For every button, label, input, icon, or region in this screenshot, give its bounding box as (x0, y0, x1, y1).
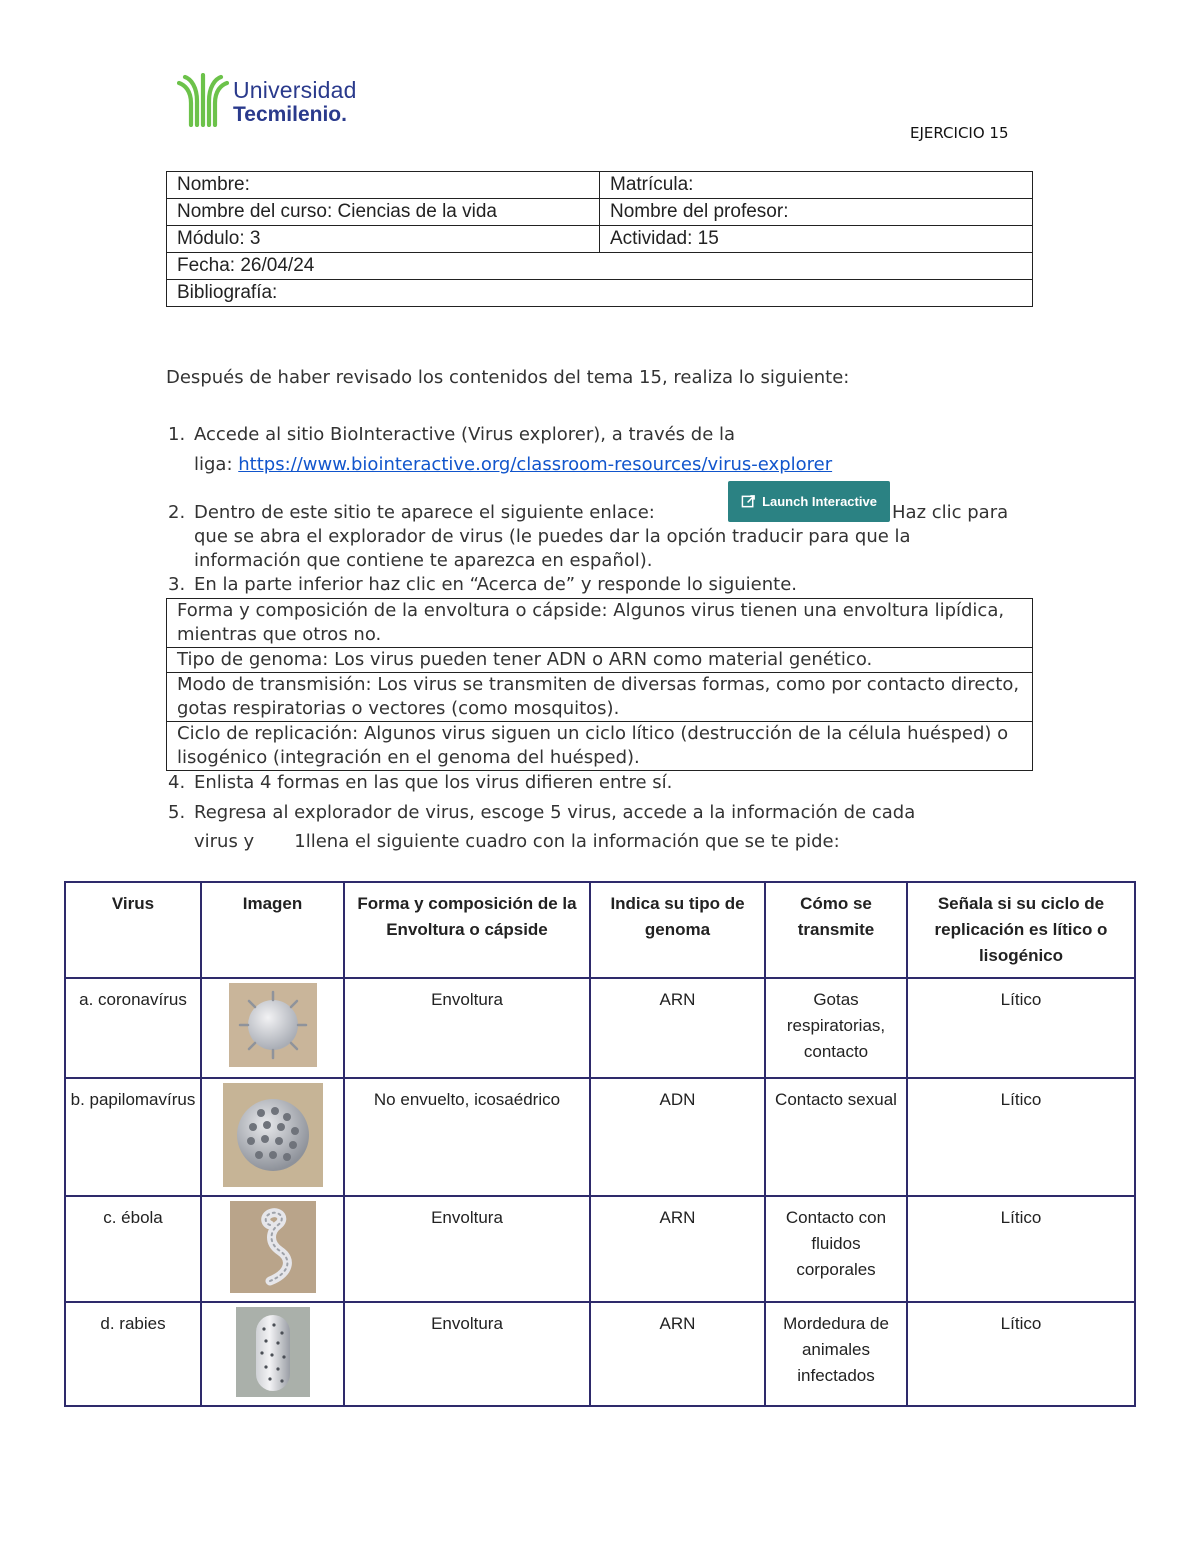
intro-text: Después de haber revisado los contenidos del tema 15, realiza lo siguiente: (166, 367, 850, 388)
item5-line1: Regresa al explorador de virus, escoge 5 virus, accede a la información de cada (194, 802, 916, 823)
item5-line2: virus y 1llena el siguiente cuadro con la información que se te pide: (194, 831, 840, 852)
header-forma: Forma y composición de la Envoltura o cápside (344, 882, 590, 978)
virus-name: a. coronavírus (65, 978, 201, 1078)
virus-image-cell (201, 978, 344, 1078)
modulo-field[interactable]: Módulo: 3 (167, 226, 600, 253)
item2-line2: que se abra el explorador de virus (le puedes dar la opción traducir para que la (194, 526, 911, 547)
virus-genoma: ADN (590, 1078, 765, 1196)
table-row (167, 599, 1033, 648)
header-transmision: Cómo se transmite (765, 882, 907, 978)
virus-transmision: Mordedura de animales infectados (765, 1302, 907, 1406)
virus-table (64, 881, 1136, 1407)
table-row (167, 648, 1033, 673)
profesor-field[interactable]: Nombre del profesor: (600, 199, 1033, 226)
curso-field[interactable]: Nombre del curso: Ciencias de la vida (167, 199, 600, 226)
virus-forma: Envoltura (344, 978, 590, 1078)
virus-name: c. ébola (65, 1196, 201, 1302)
answers-table (166, 598, 1033, 771)
virus-genoma: ARN (590, 978, 765, 1078)
virus-image-cell (201, 1302, 344, 1406)
nombre-field[interactable]: Nombre: (167, 172, 600, 199)
item3-text: En la parte inferior haz clic en “Acerca de” y responde lo siguiente. (194, 574, 798, 595)
item2-line1-a: Dentro de este sitio te aparece el siguiente enlace: (194, 502, 655, 523)
item-number: 3. (168, 574, 186, 595)
virus-transmision: Contacto sexual (765, 1078, 907, 1196)
table-header-row (65, 882, 1135, 978)
table-row (65, 978, 1135, 1078)
item-number: 4. (168, 772, 186, 793)
virus-ciclo: Lítico (907, 1302, 1135, 1406)
launch-interactive-button[interactable] (728, 481, 890, 522)
item-number: 2. (168, 502, 186, 523)
biointeractive-link[interactable]: https://www.biointeractive.org/classroom-resources/virus-explorer (238, 454, 833, 475)
item2-line1-b: Haz clic para (892, 502, 1009, 523)
fecha-field[interactable]: Fecha: 26/04/24 (167, 253, 1033, 280)
header-ciclo: Señala si su ciclo de replicación es lítico o lisogénico (907, 882, 1135, 978)
rabies-image (236, 1307, 310, 1397)
table-row (65, 1302, 1135, 1406)
table-row (167, 172, 1033, 199)
item4-text: Enlista 4 formas en las que los virus difieren entre sí. (194, 772, 673, 793)
table-row (167, 199, 1033, 226)
launch-interactive-label: Launch Interactive (762, 494, 877, 509)
virus-image-cell (201, 1196, 344, 1302)
table-row (65, 1196, 1135, 1302)
virus-forma: Envoltura (344, 1196, 590, 1302)
item1-link-prefix: liga: (194, 454, 239, 475)
papillomavirus-image (223, 1083, 323, 1187)
table-row (167, 722, 1033, 771)
virus-genoma: ARN (590, 1196, 765, 1302)
item-number: 1. (168, 424, 186, 445)
header-virus: Virus (65, 882, 201, 978)
header-genoma: Indica su tipo de genoma (590, 882, 765, 978)
item1-line1: Accede al sitio BioInteractive (Virus explorer), a través de la (194, 424, 736, 445)
tecmilenio-tree-icon (177, 73, 229, 127)
ebola-image (230, 1201, 316, 1293)
item-number: 5. (168, 802, 186, 823)
logo-line-universidad: Universidad (233, 77, 357, 103)
answer-cell[interactable]: Tipo de genoma: Los virus pueden tener ADN o ARN como material genético. (167, 648, 1033, 673)
virus-transmision: Gotas respiratorias, contacto (765, 978, 907, 1078)
answer-cell[interactable]: Ciclo de replicación: Algunos virus siguen un ciclo lítico (destrucción de la célula huésped) o lisogénico (integración en el genoma del huésped). (167, 722, 1033, 771)
exercise-label: EJERCICIO 15 (910, 124, 1009, 142)
virus-transmision: Contacto con fluidos corporales (765, 1196, 907, 1302)
table-row (65, 1078, 1135, 1196)
coronavirus-image (229, 983, 317, 1067)
virus-image-cell (201, 1078, 344, 1196)
table-row (167, 253, 1033, 280)
virus-ciclo: Lítico (907, 1078, 1135, 1196)
matricula-field[interactable]: Matrícula: (600, 172, 1033, 199)
virus-ciclo: Lítico (907, 1196, 1135, 1302)
bibliografia-field[interactable]: Bibliografía: (167, 280, 1033, 307)
virus-forma: No envuelto, icosaédrico (344, 1078, 590, 1196)
item1-line2 (194, 454, 832, 475)
external-edit-icon (741, 494, 756, 509)
logo-line-tecmilenio: Tecmilenio. (233, 103, 347, 126)
university-logo (177, 73, 377, 129)
item2-line3: información que contiene te aparezca en español). (194, 550, 653, 571)
answer-cell[interactable]: Modo de transmisión: Los virus se transmiten de diversas formas, como por contacto directo, gotas respiratorias o vectores (como mosquitos). (167, 673, 1033, 722)
actividad-field[interactable]: Actividad: 15 (600, 226, 1033, 253)
table-row (167, 280, 1033, 307)
table-row (167, 673, 1033, 722)
header-imagen: Imagen (201, 882, 344, 978)
answer-cell[interactable]: Forma y composición de la envoltura o cápside: Algunos virus tienen una envoltura lipídica, mientras que otros no. (167, 599, 1033, 648)
virus-genoma: ARN (590, 1302, 765, 1406)
virus-ciclo: Lítico (907, 978, 1135, 1078)
virus-name: d. rabies (65, 1302, 201, 1406)
virus-name: b. papilomavírus (65, 1078, 201, 1196)
student-info-table (166, 171, 1033, 307)
table-row (167, 226, 1033, 253)
virus-forma: Envoltura (344, 1302, 590, 1406)
